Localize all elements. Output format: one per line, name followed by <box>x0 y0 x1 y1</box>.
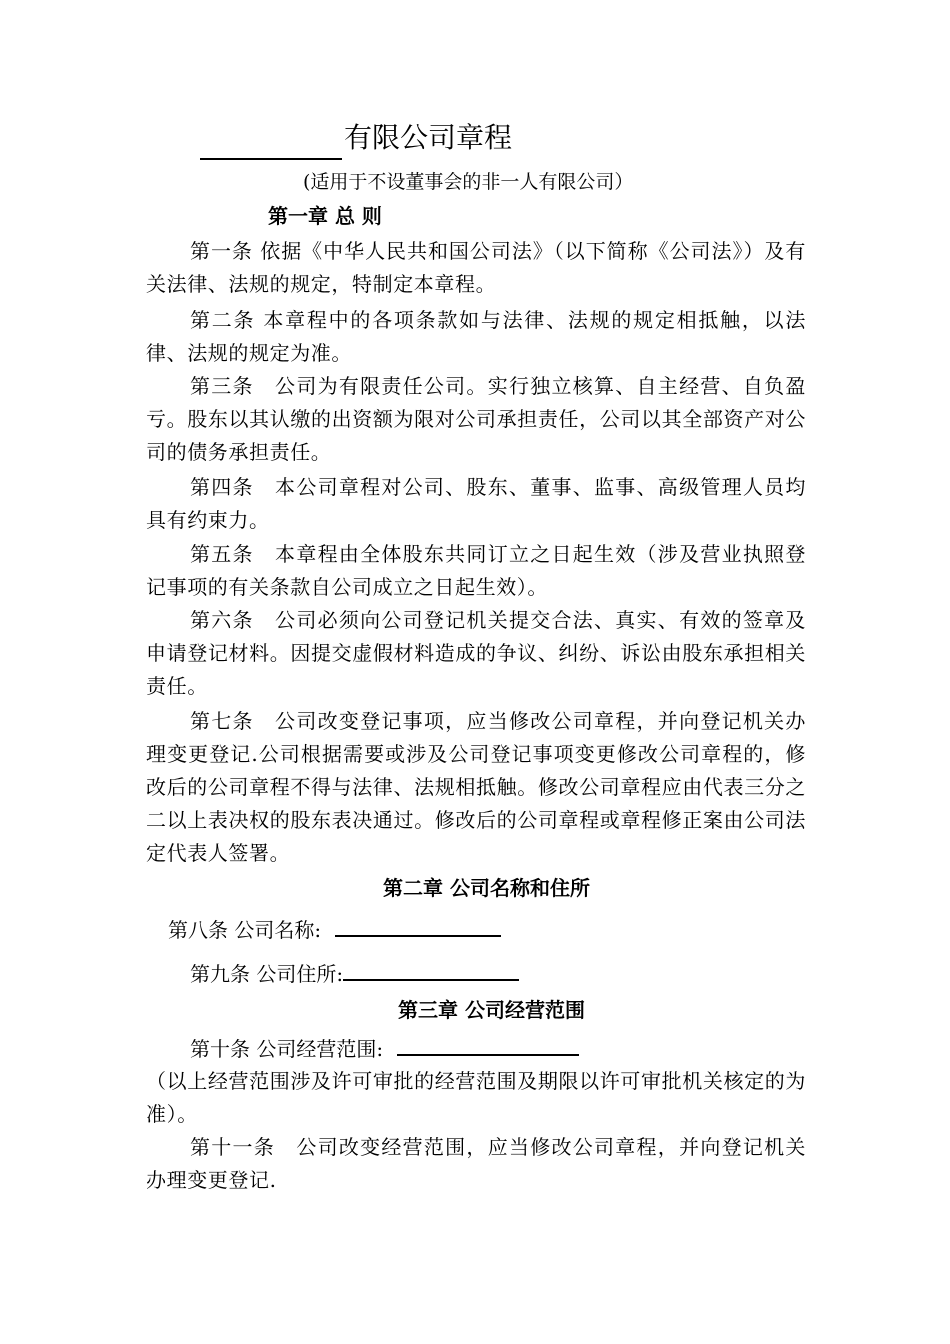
article-9: 第九条 公司住所: <box>190 955 519 991</box>
article-11: 第十一条 公司改变经营范围，应当修改公司章程，并向登记机关办理变更登记. <box>146 1135 806 1192</box>
article-1: 第一条 依据《中华人民共和国公司法》（以下简称《公司法》）及有关法律、法规的规定，特制定本章程。 <box>146 239 806 296</box>
chapter-3-heading: 第三章 公司经营范围 <box>398 998 585 1022</box>
article-8: 第八条 公司名称: <box>168 911 501 947</box>
article-10: 第十条 公司经营范围: <box>190 1030 579 1066</box>
article-5: 第五条 本章程由全体股东共同订立之日起生效（涉及营业执照登记事项的有关条款自公司成立之日起生效）。 <box>146 542 806 599</box>
article-10-note: （以上经营范围涉及许可审批的经营范围及期限以许可审批机关核定的为准）。 <box>146 1069 806 1126</box>
company-name-line <box>335 911 501 937</box>
company-name-blank <box>200 126 342 160</box>
document-subtitle: (适用于不设董事会的非一人有限公司） <box>303 171 634 193</box>
document-title: 有限公司章程 <box>200 116 512 160</box>
article-3: 第三条 公司为有限责任公司。实行独立核算、自主经营、自负盈亏。股东以其认缴的出资额为限对公司承担责任，公司以其全部资产对公司的债务承担责任。 <box>146 374 806 464</box>
article-2: 第二条 本章程中的各项条款如与法律、法规的规定相抵触，以法律、法规的规定为准。 <box>146 308 806 365</box>
chapter-2-heading: 第二章 公司名称和住所 <box>383 876 590 900</box>
company-address-line <box>343 955 519 981</box>
article-6: 第六条 公司必须向公司登记机关提交合法、真实、有效的签章及申请登记材料。因提交虚假材料造成的争议、纠纷、诉讼由股东承担相关责任。 <box>146 608 806 698</box>
article-7: 第七条 公司改变登记事项，应当修改公司章程，并向登记机关办理变更登记.公司根据需要或涉及公司登记事项变更修改公司章程的，修改后的公司章程不得与法律、法规相抵触。修改公司章程应由代表三分之二以上表决权的股东表决通过。修改后的公司章程或章程修正案由公司法定代表人签署。 <box>146 709 806 865</box>
article-4: 第四条 本公司章程对公司、股东、董事、监事、高级管理人员均具有约束力。 <box>146 475 806 532</box>
business-scope-line <box>397 1030 579 1056</box>
chapter-1-heading: 第一章 总 则 <box>268 204 382 228</box>
